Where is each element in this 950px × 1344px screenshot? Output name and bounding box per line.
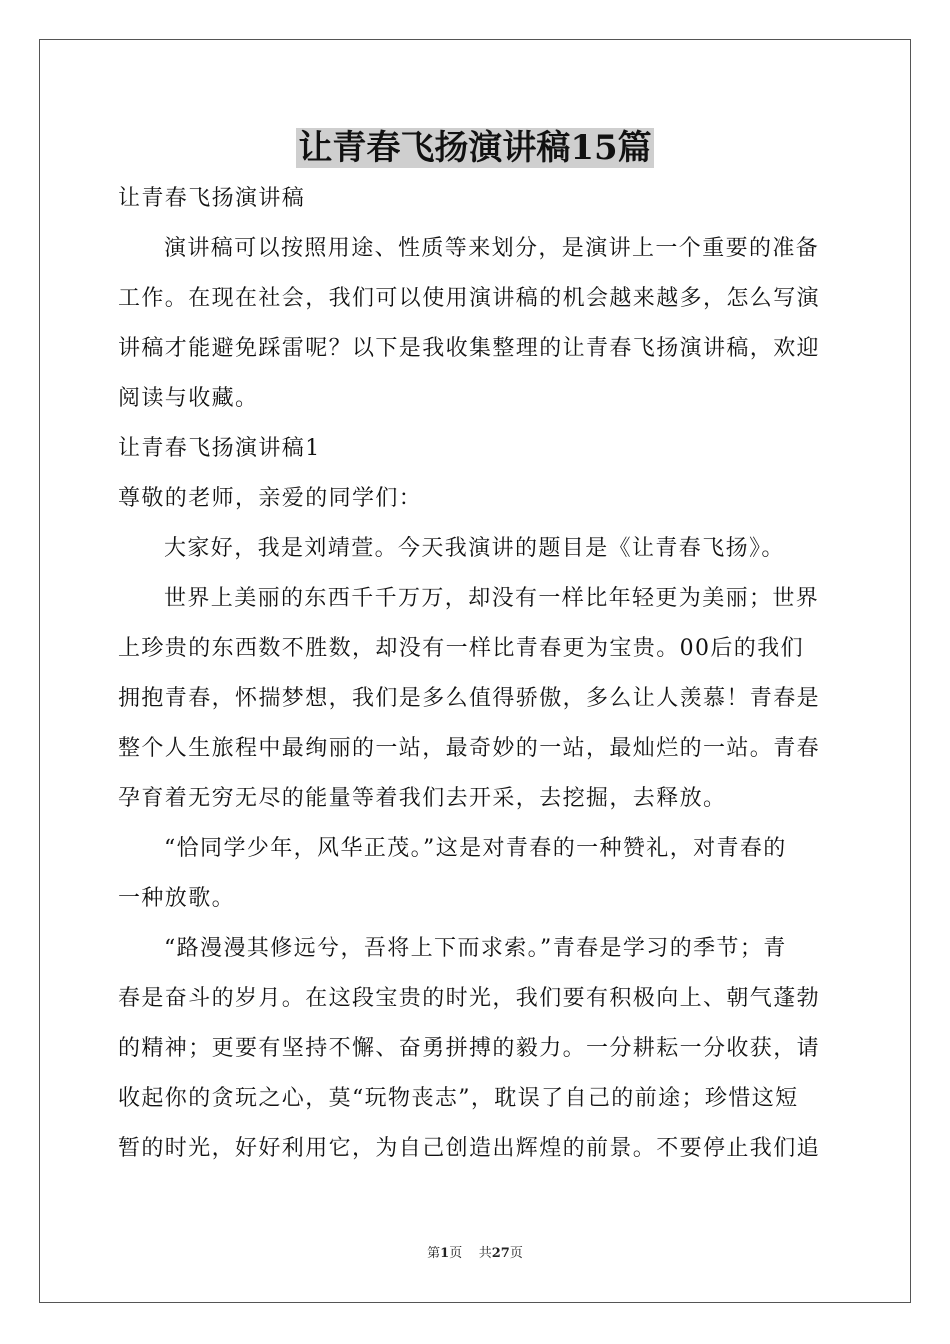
footer-total-prefix: 共	[478, 1246, 492, 1261]
paragraph-line: 整个人生旅程中最绚丽的一站，最奇妙的一站，最灿烂的一站。青春	[118, 736, 821, 761]
paragraph-line: 上珍贵的东西数不胜数，却没有一样比青春更为宝贵。00后的我们	[118, 636, 804, 661]
document-title	[0, 124, 950, 172]
paragraph-line: 世界上美丽的东西千千万万，却没有一样比年轻更为美丽；世界	[164, 586, 820, 611]
paragraph-line: 春是奋斗的岁月。在这段宝贵的时光，我们要有积极向上、朝气蓬勃	[118, 986, 821, 1011]
paragraph-line: 一种放歌。	[118, 886, 236, 911]
footer-prefix: 第	[427, 1246, 441, 1261]
paragraph-line: 演讲稿可以按照用途、性质等来划分，是演讲上一个重要的准备	[164, 236, 820, 261]
paragraph-line: 暂的时光，好好利用它，为自己创造出辉煌的前景。不要停止我们追	[118, 1136, 821, 1161]
footer-page-number: 1	[440, 1246, 450, 1261]
subtitle-line: 让青春飞扬演讲稿	[118, 186, 306, 211]
section-heading: 让青春飞扬演讲稿1	[118, 436, 321, 461]
document-body	[118, 174, 832, 1174]
footer-total-pages: 27	[491, 1246, 510, 1261]
paragraph-line: 大家好，我是刘靖萱。今天我演讲的题目是《让青春飞扬》。	[164, 536, 785, 561]
footer-page-suffix: 页	[449, 1246, 463, 1261]
paragraph-line: 讲稿才能避免踩雷呢？以下是我收集整理的让青春飞扬演讲稿，欢迎	[118, 336, 821, 361]
paragraph-line: 的精神；更要有坚持不懈、奋勇拼搏的毅力。一分耕耘一分收获，请	[118, 1036, 821, 1061]
page-footer	[0, 1244, 950, 1264]
document-title-text: 让青春飞扬演讲稿15篇	[298, 128, 652, 168]
paragraph-line: 孕育着无穷无尽的能量等着我们去开采，去挖掘，去释放。	[118, 786, 727, 811]
footer-total-suffix: 页	[509, 1246, 523, 1261]
paragraph-line: 工作。在现在社会，我们可以使用演讲稿的机会越来越多，怎么写演	[118, 286, 821, 311]
paragraph-line: “路漫漫其修远兮，吾将上下而求索。”青春是学习的季节；青	[164, 936, 787, 961]
paragraph-line: 收起你的贪玩之心，莫“玩物丧志”，耽误了自己的前途；珍惜这短	[118, 1086, 799, 1111]
paragraph-line: “恰同学少年，风华正茂。”这是对青春的一种赞礼，对青春的	[164, 836, 787, 861]
paragraph-line: 阅读与收藏。	[118, 386, 259, 411]
paragraph-line: 拥抱青春，怀揣梦想，我们是多么值得骄傲，多么让人羡慕！青春是	[118, 686, 821, 711]
salutation-line: 尊敬的老师，亲爱的同学们：	[118, 486, 423, 511]
